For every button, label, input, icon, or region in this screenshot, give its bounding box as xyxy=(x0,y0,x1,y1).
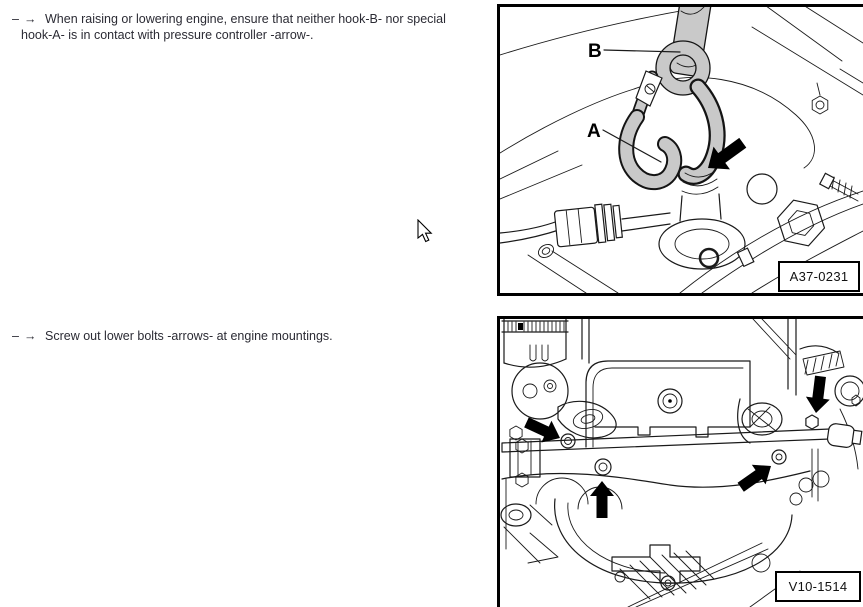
instruction-paragraph-1 xyxy=(12,11,446,43)
clamp-bracket-left xyxy=(510,426,540,487)
figure-id: V10-1514 xyxy=(788,579,848,594)
figure-label-plate xyxy=(775,571,861,602)
callout-letter-a: A xyxy=(587,121,601,142)
instruction-text: When raising or lowering engine, ensure that neither hook-B- nor special xyxy=(45,12,446,26)
mounting-hex-bolt xyxy=(773,198,829,249)
instruction-text: Screw out lower bolts -arrows- at engine mountings. xyxy=(45,329,333,343)
bolt-arrow-icon xyxy=(804,375,832,415)
instruction-line xyxy=(12,328,333,344)
driveshaft xyxy=(835,376,863,469)
list-dash: – xyxy=(12,12,19,26)
panel-nut xyxy=(812,83,828,114)
bolt-arrow-icon xyxy=(734,456,778,497)
figure-label-plate xyxy=(778,261,860,292)
instruction-paragraph-2 xyxy=(12,328,333,344)
bolt-arrow-icon xyxy=(590,481,614,518)
list-dash: – xyxy=(12,329,19,343)
hooks-line-art xyxy=(500,7,863,293)
step-arrow-icon: → xyxy=(24,12,37,26)
instruction-text: hook-A- is in contact with pressure controller -arrow-. xyxy=(21,28,314,42)
engine-mount-left xyxy=(558,401,616,438)
bushing-bottom-left xyxy=(501,479,558,563)
figure-mountings-illustration xyxy=(497,316,863,607)
fluid-reservoir xyxy=(502,319,568,367)
mountings-line-art xyxy=(500,319,863,607)
figure-id: A37-0231 xyxy=(789,269,849,284)
strut-right xyxy=(738,319,844,443)
ball-stud xyxy=(747,174,777,204)
threaded-stud xyxy=(820,173,858,201)
hydraulic-pipe xyxy=(500,202,670,293)
mouse-cursor xyxy=(417,219,435,245)
figure-hooks-illustration xyxy=(497,4,863,296)
pressure-controller xyxy=(659,171,754,269)
instruction-line xyxy=(12,11,446,27)
step-arrow-icon: → xyxy=(24,329,37,343)
pulley xyxy=(512,363,568,419)
callout-letter-b: B xyxy=(588,41,602,62)
instruction-line xyxy=(12,27,446,43)
bracket-upright xyxy=(582,319,589,363)
